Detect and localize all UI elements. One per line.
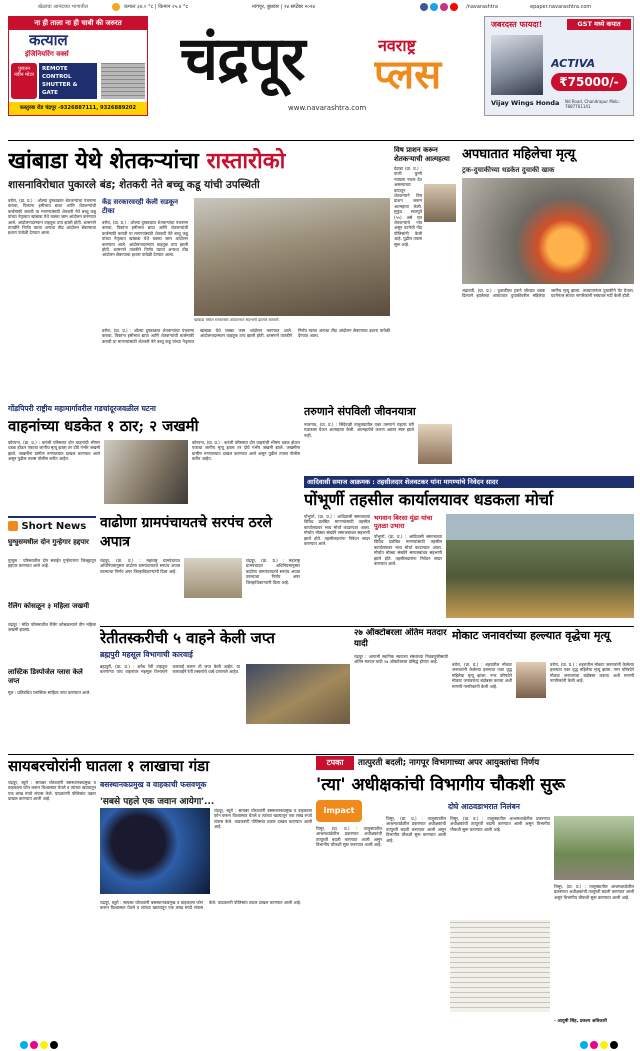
ad-headline: ना ही ताला ना ही चाबी की जरुरत	[9, 17, 147, 30]
gondpipri-kicker: गोंडपिपरी राष्ट्रीय महामार्गावरील गडचांदूरजवळील घटना	[8, 404, 156, 413]
wadhona-photo	[184, 558, 242, 598]
lead-headline-a: खांबाडा येथे शेतकऱ्यांचा	[8, 148, 199, 174]
tapka-sub: दोघे आठवडाभरात निलंबन	[448, 802, 520, 811]
adivasi-body: पोंभूर्णा, (प्रा. प्र.) : आदिवासी समाजाच्या विविध प्रलंबित मागण्यांसाठी तहसील कार्यालयावर भव्य मोर्चा काढण्यात आला. मोर्चात मोठ्या संख्येने समाजबांधव सहभागी झाले होते. तहसीलदारांना निवेदन सादर करण्यात आले.	[304, 514, 370, 547]
voter-story	[354, 628, 448, 752]
tapka-body: चिमूर, (प्रा. प्र.) : तालुक्यातील आश्रमशाळेतील प्रकरणात अधीक्षकांची तात्पुरती बदली करण्यात आली असून विभागीय चौकशी सुरू करण्यात आली आहे.	[316, 826, 382, 848]
masthead-rule	[8, 140, 634, 141]
lead-subhead: शासनाविरोधात पुकारले बंड; शेतकरी नेते बच्चू कडू यांची उपस्थिती	[8, 179, 260, 191]
cyber-photo	[100, 808, 210, 894]
lead-headline-b: रास्तारोको	[206, 148, 286, 174]
cattle-story	[452, 628, 634, 752]
masthead-brand-bottom: प्लस	[374, 52, 442, 98]
masthead-website[interactable]: www.navarashtra.com	[288, 104, 367, 112]
accident-body: भद्रावती, (प्रा. प्र.) : दुचाकीला ट्रकने जोरदार धडक दिल्याने झालेल्या अपघातात दुचाकीवरील महिलेचा जागीच मृत्यू झाला. अपघातानंतर दुचाकीने पेट घेतला. घटनेनंतर संतप्त नागरिकांनी रस्त्यावर गर्दी केली होती.	[462, 288, 634, 299]
cattle-body-col2: वरोरा, (प्रा. प्र.) : शहरातील मोकाट जनावरांनी केलेल्या हल्ल्यात एका वृद्ध महिलेचा मृत्यू झाला. नगर परिषदेने मोकाट जनावरांचा बंदोबस्त करावा अशी मागणी नागरिकांनी केली आहे.	[550, 662, 634, 684]
impact-badge	[316, 800, 362, 822]
tapka-story	[316, 756, 634, 1038]
short-news-title-3: लास्टिक डिस्पोजेल ग्लास केले जप्त	[8, 668, 83, 685]
lead-body-col2: वरोरा, (प्रा. प्र.) : ओल्या दुष्काळात शेतकऱ्यांचा पंचनामा करावा, पिकांना हमीभाव द्यावा आणि शेतकऱ्यांची कर्जमाफी करावी या मागण्यांसाठी शेतकरी नेते बच्चू कडू यांच्या नेतृत्वात खांबाडा येथे चक्का जाम आंदोलन करण्यात आले. आंदोलनादरम्यान वाहतूक ठप्प झाली होती. शासनाने तातडीने निर्णय घ्यावा अन्यथा तीव्र आंदोलन छेडण्याचा इशारा यावेळी देण्यात आला.	[102, 220, 188, 258]
vish-portrait	[424, 184, 456, 222]
wadhona-headline: वाढोणा ग्रामपंचायतचे सरपंच ठरले अपात्र	[100, 515, 273, 550]
short-news-title-1: घुग्घुसमधील दोन गुन्हेगार हद्दपार	[8, 538, 89, 546]
tapka-photo	[554, 816, 634, 880]
cyber-body: चंद्रपूर, ब्यूरो : सायबर चोरट्यांनी बसस्थानकप्रमुख व वाहकाला फोन करून विश्वासात घेतले व त्यांच्या खात्यातून एक लाख रुपये लंपास केले. याप्रकरणी पोलिसांत तक्रार दाखल करण्यात आली आहे.	[8, 780, 96, 802]
epaper-url[interactable]: epaper.navarashtra.com	[530, 4, 592, 10]
magenta-mark	[30, 1041, 38, 1049]
cyan-mark-right	[580, 1041, 588, 1049]
ad-dealer: Vijay Wings Honda	[491, 99, 560, 107]
temperature: कमाल ३४.० °c | किमान २५.४ °c	[124, 4, 189, 10]
accident-photo	[462, 178, 634, 284]
taruna-portrait	[418, 424, 452, 464]
gondpipri-photo	[104, 440, 188, 504]
lead-body: वरोरा, (प्रा. प्र.) : ओल्या दुष्काळात शेतकऱ्यांचा पंचनामा करावा, पिकांना हमीभाव द्यावा आणि शेतकऱ्यांची कर्जमाफी करावी या मागण्यांसाठी शेतकरी नेते बच्चू कडू यांच्या नेतृत्वात खांबाडा येथे चक्का जाम आंदोलन करण्यात आले. आंदोलनादरम्यान वाहतूक ठप्प झाली होती. शासनाने तातडीने निर्णय घ्यावा अन्यथा तीव्र आंदोलन छेडण्याचा इशारा यावेळी देण्यात आला.	[8, 198, 96, 236]
black-mark-right	[610, 1041, 618, 1049]
adivasi-body-col2: पोंभूर्णा, (प्रा. प्र.) : आदिवासी समाजाच्या विविध प्रलंबित मागण्यांसाठी तहसील कार्यालयावर भव्य मोर्चा काढण्यात आला. मोर्चात मोठ्या संख्येने समाजबांधव सहभागी झाले होते. तहसीलदारांना निवेदन सादर करण्यात आले.	[374, 534, 442, 567]
lead-caption: खांबाडा येथील रास्तारोको आंदोलनात सहभागी झालेले शेतकरी.	[194, 318, 280, 322]
lead-photo	[194, 198, 390, 316]
tapka-body-col2: चिमूर, (प्रा. प्र.) : तालुक्यातील आश्रमशाळेतील प्रकरणात अधीक्षकांची तात्पुरती बदली करण्यात आली असून विभागीय चौकशी सुरू करण्यात आली आहे.	[386, 816, 446, 843]
tapka-main: 'त्या' अधीक्षकांची विभागीय चौकशी सुरू	[316, 775, 565, 795]
lead-story	[8, 146, 390, 402]
sand-body: ब्रह्मपुरी, (प्रा. प्र.) : अवैध रेती वाहतूक करणाऱ्या पाच वाहनांवर महसूल विभागाने कारवाई करून ती जप्त केली आहेत. या कारवाईने रेती तस्करांचे धाबे दणाणले आहेत.	[100, 664, 240, 675]
ad-product-box	[39, 63, 97, 99]
masthead-title: चंद्रपूर	[180, 24, 305, 94]
registration-marks	[20, 1040, 620, 1050]
wadhona-body-col2: चंद्रपूर, (प्रा. प्र.) : महाराष्ट्र ग्रामपंचायत अधिनियमानुसार वाढोणा ग्रामपंचायतचे सरपंच अपात्र ठरल्याचा निर्णय अपर जिल्हाधिकाऱ्यांनी दिला आहे.	[246, 558, 300, 585]
cyan-mark	[20, 1041, 28, 1049]
gondpipri-body-col2: कोरपना, (प्रा. प्र.) : करंजी परिसरात दोन वाहनांची भीषण धडक होऊन एकाचा जागीच मृत्यू झाला तर दोघे गंभीर जखमी झाले. जखमींना ग्रामीण रुग्णालयात दाखल करण्यात आले असून पुढील तपास पोलीस करीत आहेत.	[192, 440, 300, 462]
yellow-mark	[40, 1041, 48, 1049]
accident-story	[462, 146, 634, 402]
ad-brand: कत्याल	[29, 31, 68, 49]
wadhona-story	[100, 514, 300, 624]
short-news	[8, 516, 96, 748]
tapka-body-col4: चिमूर, (प्रा. प्र.) : तालुक्यातील आश्रमशाळेतील प्रकरणात अधीक्षकांची तात्पुरती बदली करण्यात आली असून विभागीय चौकशी सुरू करण्यात आली आहे.	[554, 884, 634, 900]
tapka-body-col3: चिमूर, (प्रा. प्र.) : तालुक्यातील आश्रमशाळेतील प्रकरणात अधीक्षकांची तात्पुरती बदली करण्यात आली असून विभागीय चौकशी सुरू करण्यात आली आहे.	[450, 816, 550, 832]
lead-headline	[8, 146, 390, 176]
bolt-icon	[8, 521, 18, 531]
impact-text: Impact	[323, 806, 355, 815]
gondpipri-body: कोरपना, (प्रा. प्र.) : करंजी परिसरात दोन वाहनांची भीषण धडक होऊन एकाचा जागीच मृत्यू झाला तर दोघे गंभीर जखमी झाले. जखमींना ग्रामीण रुग्णालयात दाखल करण्यात आले असून पुढील तपास पोलीस करीत आहेत.	[8, 440, 100, 462]
sand-story	[100, 628, 350, 752]
top-bar	[0, 0, 640, 14]
ad-offer: जबरदस्त फायदा!	[491, 20, 543, 29]
cyber-story	[8, 756, 312, 1038]
masthead	[160, 16, 470, 120]
social-icons	[420, 3, 464, 12]
cyber-quote: 'सबसे पहले एक जवान आयेगा'...	[100, 797, 215, 807]
tapka-label: टपका	[316, 756, 354, 770]
voter-headline: २७ ऑक्टोबरला अंतिम मतदार यादी	[354, 628, 447, 649]
ad-brand-sub: इंजिनियरिंग वर्क्स	[25, 50, 69, 58]
cyber-kicker: बसस्थानकप्रमुख व वाहकाची फसवणूक	[100, 780, 207, 789]
sand-photo	[246, 664, 350, 724]
cyber-body-col2: चंद्रपूर, ब्यूरो : सायबर चोरट्यांनी बसस्थानकप्रमुख व वाहकाला फोन करून विश्वासात घेतले व त्यांच्या खात्यातून एक लाख रुपये लंपास केले. याप्रकरणी पोलिसांत तक्रार दाखल करण्यात आली आहे.	[214, 808, 312, 830]
vish-headline: विष प्राशन करून शेतकऱ्याची आत्महत्या	[394, 146, 450, 163]
weather-icon	[112, 3, 120, 11]
taruna-headline: तरुणाने संपविली जीवनयात्रा	[304, 405, 416, 418]
vish-body: देवाडा (प्रा. प्र.) : पाणी कुणी न्यायला नकार देत असल्याच्या वादातून शेतकऱ्याने विष प्राशन करून आत्महत्या केली. मुकुंद सातपुते (५५) असे मृत शेतकऱ्याचे नाव असून घटनेची नोंद पोलिसांनी केली आहे. पुढील तपास सुरू आहे.	[394, 166, 422, 247]
bottom-rule	[8, 754, 634, 755]
cyber-body-col3: चंद्रपूर, ब्यूरो : सायबर चोरट्यांनी बसस्थानकप्रमुख व वाहकाला फोन करून विश्वासात घेतले व त्यांच्या खात्यातून एक लाख रुपये लंपास केले. याप्रकरणी पोलिसांत तक्रार दाखल करण्यात आली आहे.	[100, 900, 302, 911]
cattle-portrait	[516, 662, 546, 698]
adivasi-story	[304, 476, 634, 624]
ad-side-badge	[11, 63, 37, 99]
cattle-body: वरोरा, (प्रा. प्र.) : शहरातील मोकाट जनावरांनी केलेल्या हल्ल्यात एका वृद्ध महिलेचा मृत्यू झाला. नगर परिषदेने मोकाट जनावरांचा बंदोबस्त करावा अशी मागणी नागरिकांनी केली आहे.	[452, 662, 512, 689]
voter-body: चंद्रपूर : आगामी स्थानिक स्वराज्य संस्थांच्या निवडणुकीसाठी अंतिम मतदार यादी २७ ऑक्टोबरला प्रसिद्ध होणार आहे.	[354, 654, 448, 665]
tapka-sign: - आयुषी सिंह, प्रकल्प अधिकारी	[554, 1019, 607, 1024]
masthead-brand-top: नवराष्ट्र	[378, 36, 416, 55]
gondpipri-story	[8, 404, 300, 514]
adivasi-inset-title: भगवान बिरसा मुंडा यांचा पुतळा उभारा	[374, 514, 433, 530]
ad-product: REMOTE CONTROL SHUTTER & GATE	[42, 66, 78, 96]
site-handle[interactable]: /navarashtra	[466, 4, 498, 10]
mid-rule	[100, 626, 634, 627]
taruna-body: नवरगाव, (प्रा. प्र.) : सिंदेवाही तालुक्यातील एका तरुणाने राहत्या घरी गळफास घेऊन आत्महत्या केली. आत्महत्येचे कारण अद्याप स्पष्ट झाले नाही.	[304, 422, 414, 438]
black-mark	[50, 1041, 58, 1049]
date-line: नागपूर, बुधवार | २४ सप्टेंबर २०२४	[252, 4, 316, 10]
tapka-headline: तात्पुरती बदली; नागपूर विभागाच्या अपर आयुक्तांचा निर्णय	[358, 758, 540, 768]
ad-gst: GST मध्ये कपात	[567, 19, 631, 30]
ad-side-text: पुरातन नवीन मोटर	[13, 66, 35, 78]
accident-subhead: ट्रक-दुचाकीच्या धडकेत दुचाकी खाक	[462, 166, 555, 174]
ad-model: ACTIVA	[551, 57, 596, 70]
left-advertisement[interactable]	[8, 16, 148, 116]
short-news-body-3: मूल : प्रतिबंधित प्लास्टिक साहित्य जप्त करण्यात आले.	[8, 690, 91, 695]
lead-body-col3: वरोरा, (प्रा. प्र.) : ओल्या दुष्काळात शेतकऱ्यांचा पंचनामा करावा, पिकांना हमीभाव द्यावा आणि शेतकऱ्यांची कर्जमाफी करावी या मागण्यांसाठी शेतकरी नेते बच्चू कडू यांच्या नेतृत्वात खांबाडा येथे चक्का जाम आंदोलन करण्यात आले. आंदोलनादरम्यान वाहतूक ठप्प झाली होती. शासनाने तातडीने निर्णय घ्यावा अन्यथा तीव्र आंदोलन छेडण्याचा इशारा यावेळी देण्यात आला.	[102, 328, 390, 344]
tapka-document-photo	[450, 920, 550, 1012]
yellow-mark-right	[600, 1041, 608, 1049]
short-news-title-2: रेलिंग कोसळून ३ महिला जखमी	[8, 602, 90, 610]
sand-headline: रेतीतस्करीची ५ वाहने केली जप्त	[100, 629, 275, 647]
ad-dealer-address: Nd Road, Chandrapur Mob.: 7887761141	[565, 99, 621, 109]
short-news-label	[8, 520, 96, 534]
sand-subhead: ब्रह्मपुरी महसूल विभागाची कारवाई	[100, 650, 193, 659]
short-news-text: Short News	[21, 521, 87, 532]
ad-address: कस्तुरबा रोड चंद्रपूर -9326887111, 9326889202	[9, 102, 147, 115]
scooter-image	[491, 35, 543, 95]
cattle-headline: मोकाट जनावरांच्या हल्ल्यात वृद्धेचा मृत्यू	[452, 629, 610, 642]
cyber-headline: सायबरचोरांनी घातला १ लाखाचा गंडा	[8, 757, 210, 775]
accident-headline: अपघातात महिलेचा मृत्यू	[462, 147, 576, 162]
right-advertisement[interactable]	[484, 16, 634, 116]
short-news-body-2: चंद्रपूर : मंदिर परिसरातील रेलिंग कोसळल्याने तीन महिला जखमी झाल्या.	[8, 622, 96, 633]
adivasi-photo	[446, 514, 634, 618]
magenta-mark-right	[590, 1041, 598, 1049]
lead-kicker: केंद्र सरकारवरही केली सडकून टीका	[102, 198, 179, 215]
adivasi-headline: पोंभूर्णी तहसील कार्यालयावर धडकला मोर्चा	[304, 490, 554, 509]
gondpipri-headline: वाहनांच्या धडकेत १ ठार; २ जखमी	[8, 417, 199, 435]
ad-price: ₹75000/-	[551, 73, 627, 91]
short-news-body-1: घुग्घुस : परिसरातील दोन सराईत गुन्हेगारांना जिल्ह्यातून हद्दपार करण्यात आले आहे.	[8, 558, 96, 569]
adivasi-kicker: आदिवासी समाज आक्रमक : तहसीलदार शेलवटकर यांना मागण्यांचे निवेदन सादर	[304, 476, 634, 488]
top-bar-left-text: खेळाचा आनंदच्या भागातील	[38, 4, 89, 10]
shutter-image	[101, 63, 145, 99]
vish-story	[394, 146, 458, 346]
wadhona-body: चंद्रपूर, (प्रा. प्र.) : महाराष्ट्र ग्रामपंचायत अधिनियमानुसार वाढोणा ग्रामपंचायतचे सरपंच अपात्र ठरल्याचा निर्णय अपर जिल्हाधिकाऱ्यांनी दिला आहे.	[100, 558, 180, 574]
